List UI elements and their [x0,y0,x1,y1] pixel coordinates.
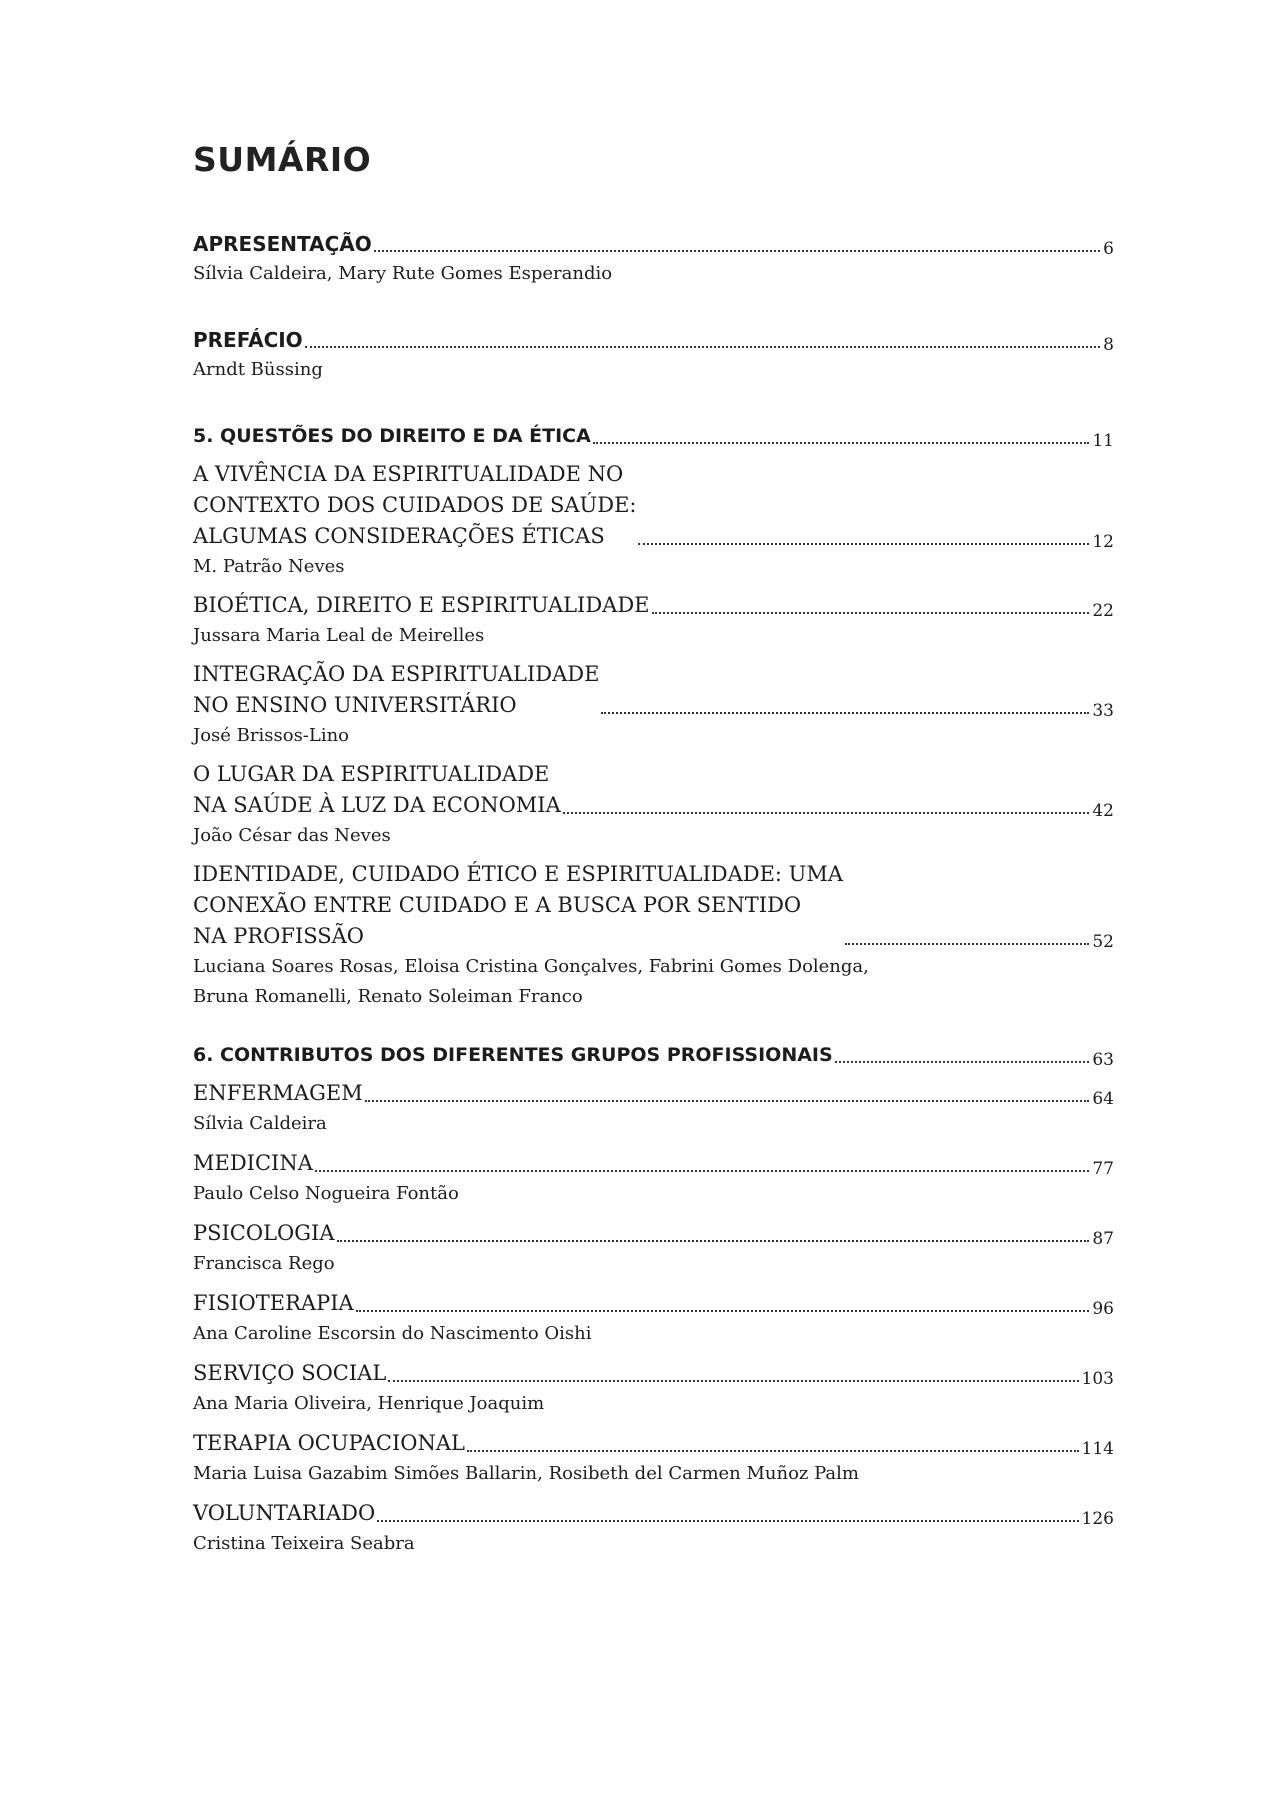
entry-title-line: NA SAÚDE À LUZ DA ECONOMIA [193,793,561,817]
toc-chapter[interactable] [193,1498,1114,1559]
table-of-contents [193,140,1114,1568]
toc-chapter[interactable] [193,759,1114,851]
entry-author: Francisca Rego [193,1253,335,1274]
page-number: 8 [1103,335,1114,355]
page-number: 96 [1092,1299,1114,1319]
dot-leader [563,812,1090,814]
entry-title-line: CONEXÃO ENTRE CUIDADO E A BUSCA POR SENTIDO [193,893,802,917]
entry-author: Maria Luisa Gazabim Simões Ballarin, Rosibeth del Carmen Muñoz Palm [193,1463,859,1484]
entry-title-line: PSICOLOGIA [193,1221,335,1245]
page-number: 63 [1092,1050,1114,1070]
page-number: 87 [1092,1229,1114,1249]
page-number: 126 [1081,1509,1114,1529]
entry-title-line: TERAPIA OCUPACIONAL [193,1431,465,1455]
section-heading: 6. CONTRIBUTOS DOS DIFERENTES GRUPOS PROFISSIONAIS [193,1044,833,1066]
entry-author: Sílvia Caldeira [193,1113,327,1134]
entry-author: José Brissos-Lino [193,725,350,746]
entry-title-line: VOLUNTARIADO [193,1501,376,1525]
page-number: 12 [1092,532,1114,552]
dot-leader [638,543,1089,545]
page-number: 64 [1092,1089,1114,1109]
page-title: SUMÁRIO [193,140,372,179]
entry-author: Jussara Maria Leal de Meirelles [193,625,485,646]
toc-section-6[interactable] [193,1040,1114,1070]
toc-chapter[interactable] [193,1428,1114,1489]
toc-chapter[interactable] [193,859,1114,1012]
toc-entry-prefacio[interactable] [193,325,1114,385]
entry-title-line: NO ENSINO UNIVERSITÁRIO [193,693,517,717]
dot-leader [374,250,1100,252]
dot-leader [337,1240,1090,1242]
toc-entry-apresentacao[interactable] [193,229,1114,289]
page-number: 6 [1103,239,1114,259]
toc-chapter[interactable] [193,590,1114,651]
entry-title-line: INTEGRAÇÃO DA ESPIRITUALIDADE [193,662,600,686]
dot-leader [601,712,1089,714]
entry-title-line: SERVIÇO SOCIAL [193,1361,387,1385]
toc-chapter[interactable] [193,1288,1114,1349]
page-number: 11 [1092,431,1114,451]
dot-leader [365,1100,1090,1102]
page-number: 42 [1092,801,1114,821]
page-number: 103 [1081,1369,1114,1389]
toc-chapter[interactable] [193,459,1114,582]
dot-leader [377,1520,1078,1522]
entry-title: APRESENTAÇÃO [193,232,372,256]
dot-leader [388,1380,1078,1382]
entry-title-line: CONTEXTO DOS CUIDADOS DE SAÚDE: [193,493,637,517]
page-number: 22 [1092,601,1114,621]
toc-chapter[interactable] [193,1148,1114,1209]
entry-author: Paulo Celso Nogueira Fontão [193,1183,459,1204]
entry-author: Ana Maria Oliveira, Henrique Joaquim [193,1393,545,1414]
page-number: 77 [1092,1159,1114,1179]
entry-title-line: NA PROFISSÃO [193,924,365,948]
entry-title-line: BIOÉTICA, DIREITO E ESPIRITUALIDADE [193,593,650,617]
toc-chapter[interactable] [193,1078,1114,1139]
entry-author: João César das Neves [193,825,391,846]
entry-title-line: MEDICINA [193,1151,313,1175]
entry-author: Arndt Büssing [193,359,323,380]
page-number: 33 [1092,701,1114,721]
entry-author: Cristina Teixeira Seabra [193,1533,415,1554]
dot-leader [652,612,1090,614]
dot-leader [467,1450,1079,1452]
entry-title-line: IDENTIDADE, CUIDADO ÉTICO E ESPIRITUALIDADE: UMA [193,862,844,886]
entry-title-line: ENFERMAGEM [193,1081,363,1105]
dot-leader [305,346,1100,348]
entry-author: Ana Caroline Escorsin do Nascimento Oishi [193,1323,592,1344]
dot-leader [593,442,1090,444]
entry-author: Luciana Soares Rosas, Eloisa Cristina Gonçalves, Fabrini Gomes Dolenga, [193,956,869,977]
entry-author: M. Patrão Neves [193,556,345,577]
entry-author: Bruna Romanelli, Renato Soleiman Franco [193,986,583,1007]
entry-title-line: FISIOTERAPIA [193,1291,354,1315]
page-number: 52 [1092,932,1114,952]
dot-leader [315,1170,1089,1172]
entry-title-line: A VIVÊNCIA DA ESPIRITUALIDADE NO [193,462,624,486]
page-number: 114 [1081,1439,1114,1459]
entry-title: PREFÁCIO [193,328,303,352]
entry-title-line: ALGUMAS CONSIDERAÇÕES ÉTICAS [193,524,605,548]
toc-chapter[interactable] [193,1218,1114,1279]
dot-leader [356,1310,1090,1312]
entry-author: Sílvia Caldeira, Mary Rute Gomes Esperandio [193,263,613,284]
dot-leader [835,1061,1090,1063]
toc-chapter[interactable] [193,1358,1114,1419]
entry-title-line: O LUGAR DA ESPIRITUALIDADE [193,762,550,786]
section-heading: 5. QUESTÕES DO DIREITO E DA ÉTICA [193,425,591,447]
toc-chapter[interactable] [193,659,1114,751]
toc-section-5[interactable] [193,421,1114,451]
dot-leader [845,943,1089,945]
